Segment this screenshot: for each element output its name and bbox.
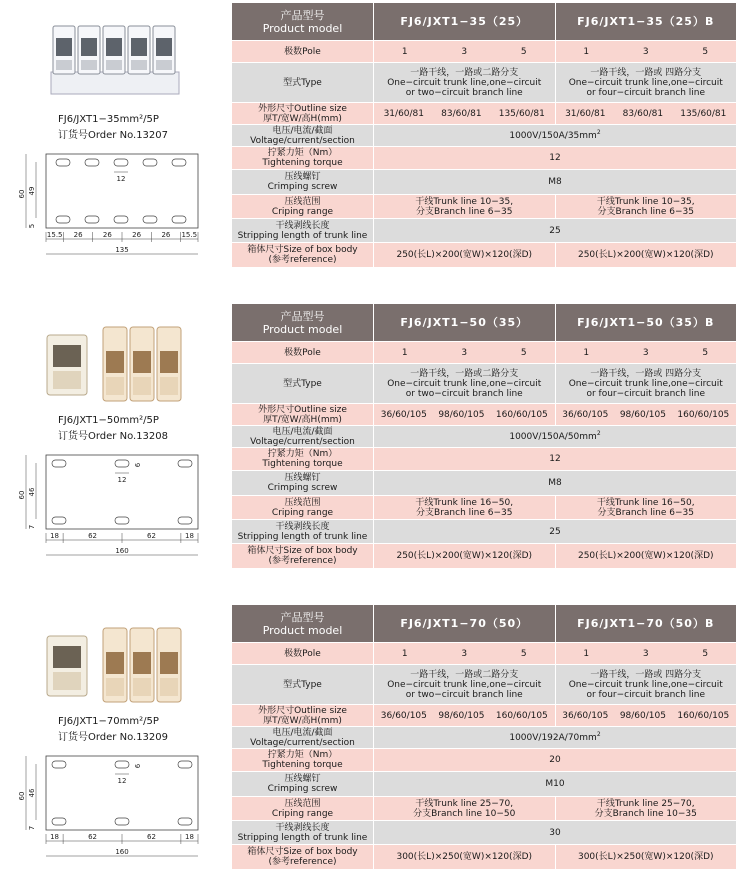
dim-total-label: 160 [115,848,129,856]
pole-label: 极数Pole [232,342,374,364]
model-a-header: FJ6/JXT1−35（25） [374,3,556,41]
dimension-drawing [14,447,224,573]
product-model-label: 产品型号 Product model [232,605,374,643]
outline-label: 外形尺寸Outline size 厚T/宽W/高H(mm) [232,404,374,426]
outline-label: 外形尺寸Outline size 厚T/宽W/高H(mm) [232,103,374,125]
dim-segment-label: 62 [88,833,98,841]
box-a: 300(长L)×250(宽W)×120(深D) [374,845,556,870]
dim-height-label: 60 [18,490,26,500]
type-label: 型式Type [232,665,374,705]
type-label: 型式Type [232,364,374,404]
crimp-label: 压线范围 Criping range [232,797,374,821]
sizes-b: 36/60/105 98/60/105 160/60/105 [555,705,737,727]
dim-total-label: 160 [115,547,129,555]
screw-value: M8 [374,471,737,496]
poles-a: 1 3 5 [374,41,556,63]
screw-value: M8 [374,170,737,195]
dim-segment-label: 26 [132,231,142,239]
spec-table [231,303,737,569]
box-a: 250(长L)×200(宽W)×120(深D) [374,544,556,569]
model-b-header: FJ6/JXT1−50（35）B [555,304,737,342]
dim-edge-label: 5 [28,223,36,229]
poles-a: 1 3 5 [374,643,556,665]
crimp-label: 压线范围 Criping range [232,195,374,219]
dim-height-label: 60 [18,791,26,801]
product-photo [45,20,185,102]
product-model-label: 产品型号 Product model [232,3,374,41]
crimp-a: 干线Trunk line 10−35, 分支Branch line 6−35 [374,195,556,219]
dim-hole-span-label: 46 [28,788,36,798]
crimp-a: 干线Trunk line 25−70, 分支Branch line 10−50 [374,797,556,821]
torque-value: 12 [374,448,737,471]
model-b-header: FJ6/JXT1−70（50）B [555,605,737,643]
screw-value: M10 [374,772,737,797]
strip-value: 25 [374,520,737,544]
crimp-b: 干线Trunk line 25−70, 分支Branch line 10−35 [555,797,737,821]
product-photo [45,622,185,704]
type-b: 一路干线，一路或 四路分支 One−circuit trunk line,one−circuit or four−circuit branch line [555,364,737,404]
box-label: 箱体尺寸Size of box body (参考reference) [232,544,374,569]
dim-segment-label: 15.5 [46,231,63,239]
dim-segment-label: 62 [88,532,98,540]
strip-label: 干线剥线长度 Stripping length of trunk line [232,520,374,544]
type-label: 型式Type [232,63,374,103]
dim-top-label: 6 [134,763,142,769]
sizes-b: 36/60/105 98/60/105 160/60/105 [555,404,737,426]
dim-segment-label: 18 [184,833,194,841]
voltage-label: 电压/电流/截面 Voltage/current/section [232,727,374,749]
outline-label: 外形尺寸Outline size 厚T/宽W/高H(mm) [232,705,374,727]
dim-segment-label: 18 [184,532,194,540]
box-label: 箱体尺寸Size of box body (参考reference) [232,845,374,870]
dim-hole-span-label: 46 [28,487,36,497]
dimension-drawing [14,748,224,874]
dim-segment-label: 26 [73,231,83,239]
product-model-label: 产品型号 Product model [232,304,374,342]
dim-width-label: 12 [117,777,127,785]
spec-table [231,2,737,268]
product-photo [45,321,185,403]
type-a: 一路干线，一路或二路分支 One−circuit trunk line,one−circuit or two−circuit branch line [374,665,556,705]
voltage-label: 电压/电流/截面 Voltage/current/section [232,426,374,448]
poles-b: 1 3 5 [555,41,737,63]
box-a: 250(长L)×200(宽W)×120(深D) [374,243,556,268]
dim-total-label: 135 [115,246,129,254]
pole-label: 极数Pole [232,41,374,63]
dim-edge-label: 7 [28,524,36,530]
voltage-label: 电压/电流/截面 Voltage/current/section [232,125,374,147]
dim-segment-label: 26 [161,231,171,239]
box-label: 箱体尺寸Size of box body (参考reference) [232,243,374,268]
poles-b: 1 3 5 [555,342,737,364]
sizes-a: 36/60/105 98/60/105 160/60/105 [374,404,556,426]
poles-a: 1 3 5 [374,342,556,364]
type-b: 一路干线，一路或 四路分支 One−circuit trunk line,one−circuit or four−circuit branch line [555,665,737,705]
sizes-a: 31/60/81 83/60/81 135/60/81 [374,103,556,125]
type-b: 一路干线，一路或 四路分支 One−circuit trunk line,one−circuit or four−circuit branch line [555,63,737,103]
poles-b: 1 3 5 [555,643,737,665]
type-a: 一路干线，一路或二路分支 One−circuit trunk line,one−circuit or two−circuit branch line [374,63,556,103]
sizes-b: 31/60/81 83/60/81 135/60/81 [555,103,737,125]
model-b-header: FJ6/JXT1−35（25）B [555,3,737,41]
dim-segment-label: 15.5 [181,231,198,239]
spec-table [231,604,737,870]
dim-segment-label: 18 [50,532,60,540]
box-b: 250(长L)×200(宽W)×120(深D) [555,544,737,569]
box-b: 300(长L)×250(宽W)×120(深D) [555,845,737,870]
order-number: 订货号Order No.13208 [58,431,169,442]
dim-edge-label: 7 [28,825,36,831]
dim-segment-label: 18 [50,833,60,841]
screw-label: 压线螺钉 Crimping screw [232,471,374,496]
product-caption: FJ6/JXT1−35mm²/5P [58,114,159,125]
strip-value: 30 [374,821,737,845]
product-caption: FJ6/JXT1−50mm²/5P [58,415,159,426]
crimp-b: 干线Trunk line 16−50, 分支Branch line 6−35 [555,496,737,520]
model-a-header: FJ6/JXT1−70（50） [374,605,556,643]
strip-label: 干线剥线长度 Stripping length of trunk line [232,219,374,243]
voltage-value: $1000V/150A/50mm^2$ [374,426,737,448]
dimension-drawing [14,146,224,272]
dim-segment-label: 62 [146,532,156,540]
torque-value: 12 [374,147,737,170]
dim-top-label: 6 [134,462,142,468]
product-caption: FJ6/JXT1−70mm²/5P [58,716,159,727]
dim-width-label: 12 [117,476,127,484]
torque-label: 拧紧力矩（Nm） Tightening torque [232,448,374,471]
voltage-value: $1000V/192A/70mm^2$ [374,727,737,749]
torque-label: 拧紧力矩（Nm） Tightening torque [232,147,374,170]
order-number: 订货号Order No.13207 [58,130,169,141]
crimp-a: 干线Trunk line 16−50, 分支Branch line 6−35 [374,496,556,520]
screw-label: 压线螺钉 Crimping screw [232,772,374,797]
crimp-b: 干线Trunk line 10−35, 分支Branch line 6−35 [555,195,737,219]
dim-segment-label: 26 [102,231,112,239]
model-a-header: FJ6/JXT1−50（35） [374,304,556,342]
dim-height-label: 60 [18,189,26,199]
voltage-value: $1000V/150A/35mm^2$ [374,125,737,147]
type-a: 一路干线，一路或二路分支 One−circuit trunk line,one−circuit or two−circuit branch line [374,364,556,404]
dim-width-label: 12 [116,175,126,183]
torque-label: 拧紧力矩（Nm） Tightening torque [232,749,374,772]
strip-value: 25 [374,219,737,243]
box-b: 250(长L)×200(宽W)×120(深D) [555,243,737,268]
dim-segment-label: 62 [146,833,156,841]
sizes-a: 36/60/105 98/60/105 160/60/105 [374,705,556,727]
crimp-label: 压线范围 Criping range [232,496,374,520]
dim-hole-span-label: 49 [28,186,36,196]
order-number: 订货号Order No.13209 [58,732,169,743]
strip-label: 干线剥线长度 Stripping length of trunk line [232,821,374,845]
torque-value: 20 [374,749,737,772]
pole-label: 极数Pole [232,643,374,665]
screw-label: 压线螺钉 Crimping screw [232,170,374,195]
